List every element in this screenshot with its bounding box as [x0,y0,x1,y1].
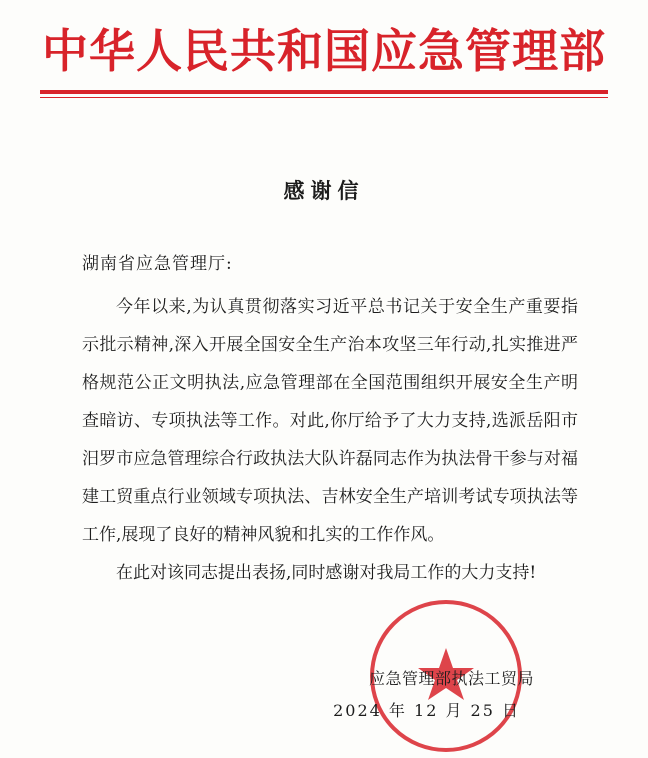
salutation: 湖南省应急管理厅: [82,254,233,274]
sender-signature: 应急管理部执法工贸局 [368,669,534,688]
letterhead-org-name: 中华人民共和国应急管理部 [42,24,606,78]
paragraph: 在此对该同志提出表扬,同时感谢对我局工作的大力支持! [116,563,537,583]
paragraph: 今年以来,为认真贯彻落实习近平总书记关于安全生产重要指示批示精神,深入开展全国安全生产治本攻坚三年行动,扎实推进严格规范公正文明执法,应急管理部在全国范围组织开展安全生产明查暗访、专项执法等工作。对此,你厅给予了大力支持,选派岳阳市汨罗市应急管理综合行政执法大队许磊同志作为执法骨干参与对福建工贸重点行业领域专项执法、吉林安全生产培训考试专项执法等工作,展现了良好的精神风貌和扎实的工作作风。 [82,297,578,545]
letter-body [82,288,578,592]
letterhead-rule-thin [40,97,608,98]
letter-date: 2024 年 12 月 25 日 [333,701,520,720]
letterhead-rule-thick [40,90,608,94]
letter-title: 感谢信 [283,179,365,203]
